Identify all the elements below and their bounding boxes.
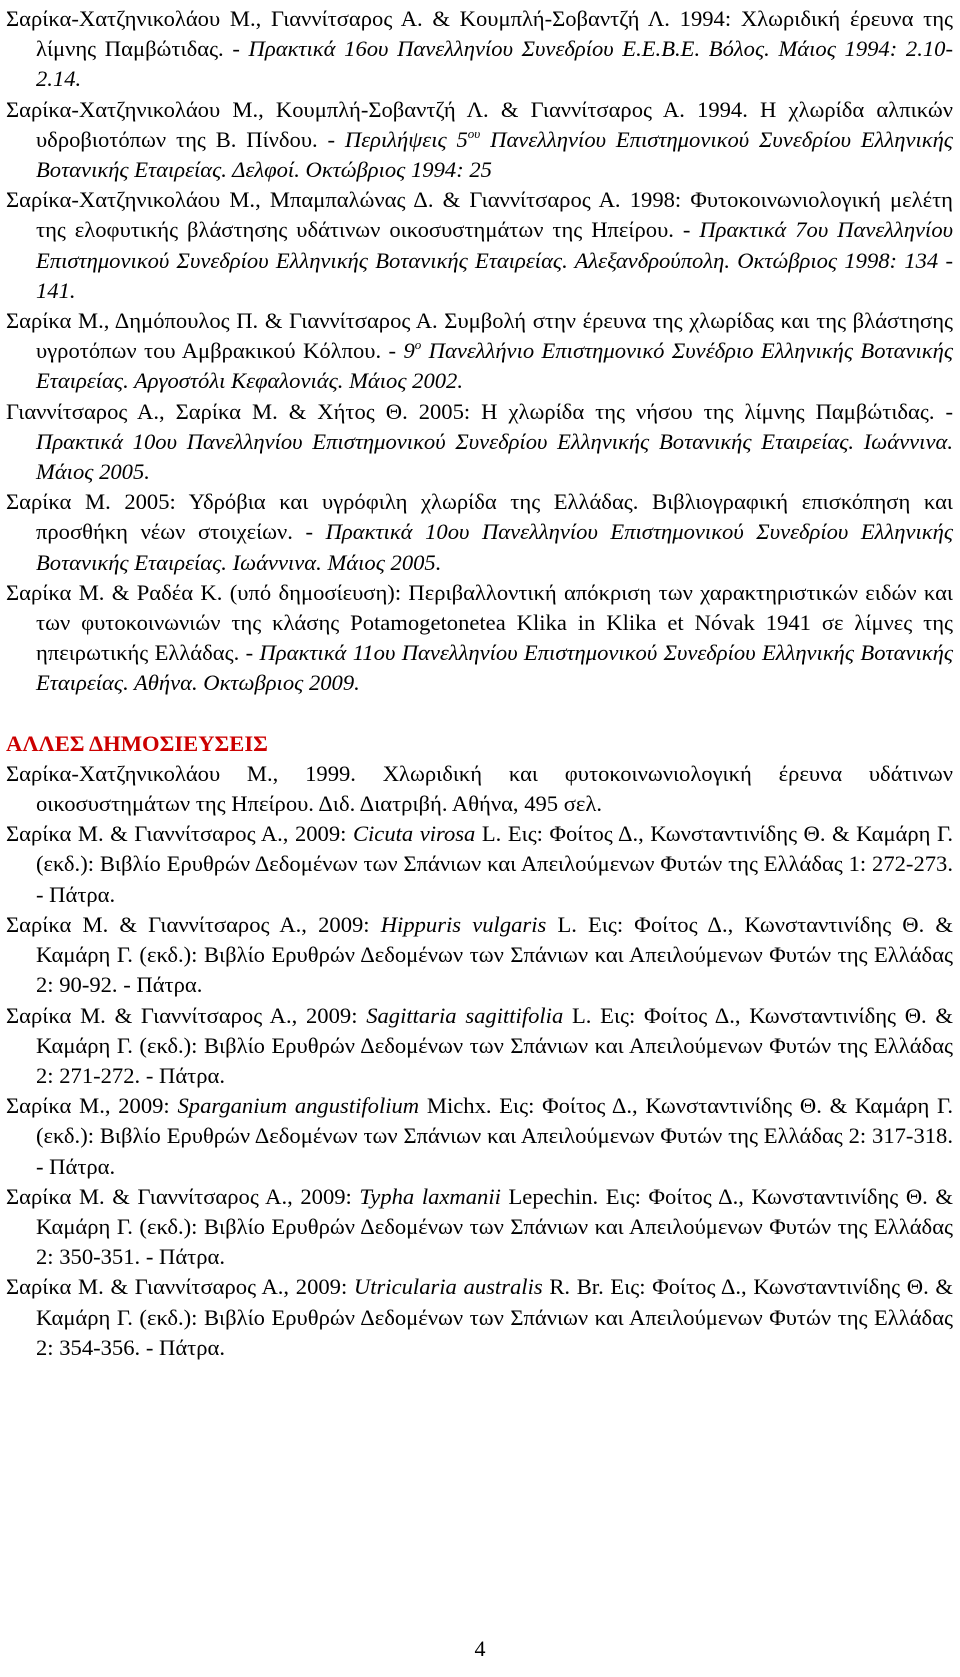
reference-entry: Σαρίκα-Χατζηνικολάου Μ., 1999. Χλωριδική και φυτοκοινωνιολογική έρευνα υδάτινων οικοσυστημάτων της Ηπείρου. Διδ. Διατριβή. Αθήνα, 495 σελ. [6, 760, 953, 817]
reference-entry: Σαρίκα Μ. & Γιαννίτσαρος Α., 2009: Sagittaria sagittifolia L. Εις: Φοίτος Δ., Κωνσταντινίδης Θ. & Καμάρη Γ. (εκδ.): Βιβλίο Ερυθρών Δεδομένων των Σπάνιων και Απειλούμενων Φυτών της Ελλάδας 2: 271-272. - Πάτρα. [6, 1002, 953, 1088]
publications-list [6, 4, 953, 699]
section-heading: ΑΛΛΕΣ ΔΗΜΟΣΙΕΥΣΕΙΣ [6, 730, 268, 756]
reference-entry: Σαρίκα Μ. & Γιαννίτσαρος Α., 2009: Typha laxmanii Lepechin. Εις: Φοίτος Δ., Κωνσταντινίδης Θ. & Καμάρη Γ. (εκδ.): Βιβλίο Ερυθρών Δεδομένων των Σπάνιων και Απειλούμενων Φυτών της Ελλάδας 2: 350-351. - Πάτρα. [6, 1183, 953, 1270]
superscript: ο [414, 337, 422, 353]
reference-entry: Σαρίκα Μ. & Γιαννίτσαρος Α., 2009: Cicuta virosa L. Εις: Φοίτος Δ., Κωνσταντινίδης Θ. & Καμάρη Γ. (εκδ.): Βιβλίο Ερυθρών Δεδομένων των Σπάνιων και Απειλούμενων Φυτών της Ελλάδας 1: 272-273. - Πάτρα. [6, 821, 954, 907]
reference-entry: Σαρίκα-Χατζηνικολάου Μ., Μπαμπαλώνας Δ. & Γιαννίτσαρος Α. 1998: Φυτοκοινωνιολογική μελέτη της ελοφυτικής βλάστησης υδάτινων οικοσυστημάτων της Ηπείρου. - Πρακτικά 7ου Πανελληνίου Επιστημονικού Συνεδρίου Ελληνικής Βοτανικής Εταιρείας. Αλεξανδρούπολη. Οκτώβριος 1998: 134 - 141. [6, 187, 953, 303]
bibliography [6, 4, 953, 1363]
reference-entry: Σαρίκα Μ. & Γιαννίτσαρος Α., 2009: Utricularia australis R. Br. Εις: Φοίτος Δ., Κωνσταντινίδης Θ. & Καμάρη Γ. (εκδ.): Βιβλίο Ερυθρών Δεδομένων των Σπάνιων και Απειλούμενων Φυτών της Ελλάδας 2: 354-356. - Πάτρα. [6, 1274, 953, 1360]
reference-entry: Σαρίκα Μ. 2005: Υδρόβια και υγρόφιλη χλωρίδα της Ελλάδας. Βιβλιογραφική επισκόπηση και προσθήκη νέων στοιχείων. - Πρακτικά 10ου Πανελληνίου Επιστημονικού Συνεδρίου Ελληνικής Βοτανικής Εταιρείας. Ιωάννινα. Μάιος 2005. [6, 489, 953, 575]
reference-entry: Γιαννίτσαρος Α., Σαρίκα Μ. & Χήτος Θ. 2005: Η χλωρίδα της νήσου της λίμνης Παμβώτιδας. - Πρακτικά 10ου Πανελληνίου Επιστημονικού Συνεδρίου Ελληνικής Βοτανικής Εταιρείας. Ιωάννινα. Μάιος 2005. [6, 398, 953, 485]
reference-entry: Σαρίκα Μ. & Ραδέα Κ. (υπό δημοσίευση): Περιβαλλοντική απόκριση των χαρακτηριστικών ειδών και των φυτοκοινωνιών της κλάσης Potamogetonetea Klika in Klika et Nóvak 1941 σε λίμνες της ηπειρωτικής Ελλάδας. - Πρακτικά 11ου Πανελληνίου Επιστημονικού Συνεδρίου Ελληνικής Βοτανικής Εταιρείας. Αθήνα. Οκτωβριος 2009. [6, 579, 953, 696]
superscript: ου [467, 125, 481, 141]
reference-entry: Σαρίκα-Χατζηνικολάου Μ., Κουμπλή-Σοβαντζή Λ. & Γιαννίτσαρος Α. 1994. Η χλωρίδα αλπικών υδροβιοτόπων της Β. Πίνδου. - Περιλήψεις $5^{o\upsilon}$ Πανελληνίου Επιστημονικού Συνεδρίου Ελληνικής Βοτανικής Εταιρείας. Δελφοί. Οκτώβριος 1994: 25 [6, 96, 953, 183]
page-number: 4 [474, 1636, 486, 1661]
reference-entry: Σαρίκα Μ., Δημόπουλος Π. & Γιαννίτσαρος Α. Συμβολή στην έρευνα της χλωρίδας και της βλάστησης υγροτόπων του Αμβρακικού Κόλπου. - $9^o$ Πανελλήνιο Επιστημονικό Συνέδριο Ελληνικής Βοτανικής Εταιρείας. Αργοστόλι Κεφαλονιάς. Μάιος 2002. [6, 308, 953, 394]
reference-entry: Σαρίκα Μ., 2009: Sparganium angustifolium Michx. Εις: Φοίτος Δ., Κωνσταντινίδης Θ. & Καμάρη Γ. (εκδ.): Βιβλίο Ερυθρών Δεδομένων των Σπάνιων και Απειλούμενων Φυτών της Ελλάδας 2: 317-318. - Πάτρα. [6, 1093, 954, 1179]
reference-entry: Σαρίκα-Χατζηνικολάου Μ., Γιαννίτσαρος Α. & Κουμπλή-Σοβαντζή Λ. 1994: Χλωριδική έρευνα της λίμνης Παμβώτιδας. - Πρακτικά 16ου Πανελληνίου Συνεδρίου Ε.Ε.Β.Ε. Βόλος. Μάιος 1994: 2.10-2.14. [6, 6, 953, 92]
reference-entry: Σαρίκα Μ. & Γιαννίτσαρος Α., 2009: Hippuris vulgaris L. Εις: Φοίτος Δ., Κωνσταντινίδης Θ. & Καμάρη Γ. (εκδ.): Βιβλίο Ερυθρών Δεδομένων των Σπάνιων και Απειλούμενων Φυτών της Ελλάδας 2: 90-92. - Πάτρα. [6, 911, 953, 998]
other-publications-list [6, 759, 953, 1363]
